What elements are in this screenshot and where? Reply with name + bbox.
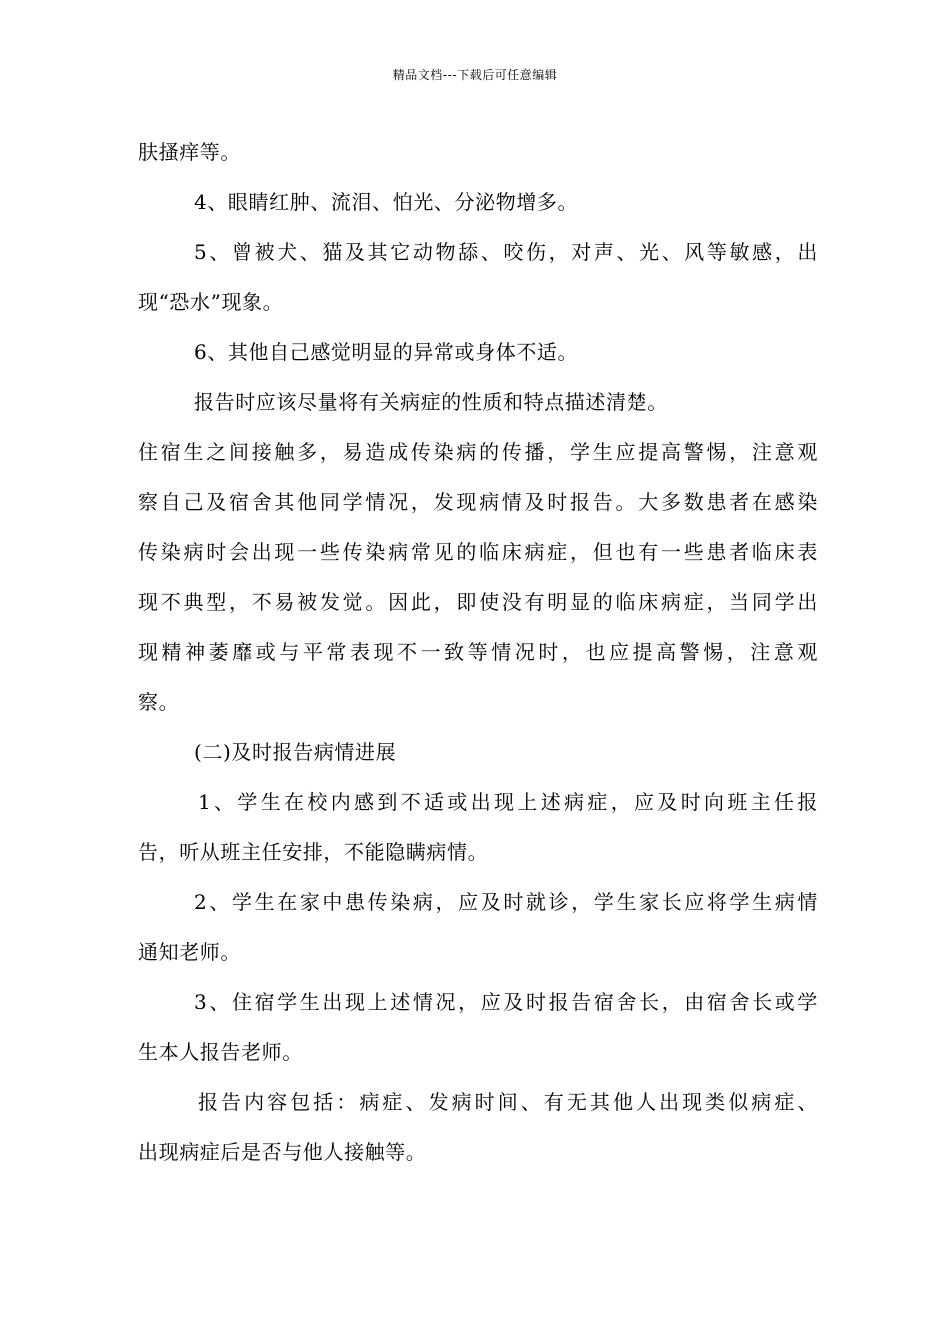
text-line: 察。 [138, 690, 180, 714]
text-line: 4、眼睛红肿、流泪、怕光、分泌物增多。 [194, 190, 579, 214]
text-line: 报告内容包括：病症、发病时间、有无其他人出现类似病症、 [198, 1090, 818, 1114]
text-line: 5、曾被犬、猫及其它动物舔、咬伤，对声、光、风等敏感，出 [194, 240, 818, 264]
text-line: 现精神萎靡或与平常表现不一致等情况时，也应提高警惕，注意观 [138, 640, 818, 664]
text-line: 通知老师。 [138, 940, 241, 964]
text-line: 报告时应该尽量将有关病症的性质和特点描述清楚。 [194, 390, 668, 414]
text-line: 告，听从班主任安排，不能隐瞒病情。 [138, 840, 489, 864]
text-line: 1、学生在校内感到不适或出现上述病症，应及时向班主任报 [198, 790, 818, 814]
page-header: 精品文档---下载后可任意编辑 [392, 68, 558, 82]
text-line: 2、学生在家中患传染病，应及时就诊，学生家长应将学生病情 [194, 890, 818, 914]
text-line: 住宿生之间接触多，易造成传染病的传播，学生应提高警惕，注意观 [138, 440, 818, 464]
text-line: 传染病时会出现一些传染病常见的临床病症，但也有一些患者临床表 [138, 540, 818, 564]
text-line: 肤搔痒等。 [138, 140, 241, 164]
text-line: 现不典型，不易被发觉。因此，即使没有明显的临床病症，当同学出 [138, 590, 818, 614]
text-line: 3、住宿学生出现上述情况，应及时报告宿舍长，由宿舍长或学 [194, 990, 818, 1014]
text-line: 6、其他自己感觉明显的异常或身体不适。 [194, 340, 579, 364]
text-line: 出现病症后是否与他人接触等。 [138, 1140, 427, 1164]
text-line: 生本人报告老师。 [138, 1040, 303, 1064]
text-line: 现“恐水”现象。 [138, 290, 284, 314]
text-line: 察自己及宿舍其他同学情况，发现病情及时报告。大多数患者在感染 [138, 490, 818, 514]
section-heading: (二)及时报告病情进展 [194, 740, 397, 764]
